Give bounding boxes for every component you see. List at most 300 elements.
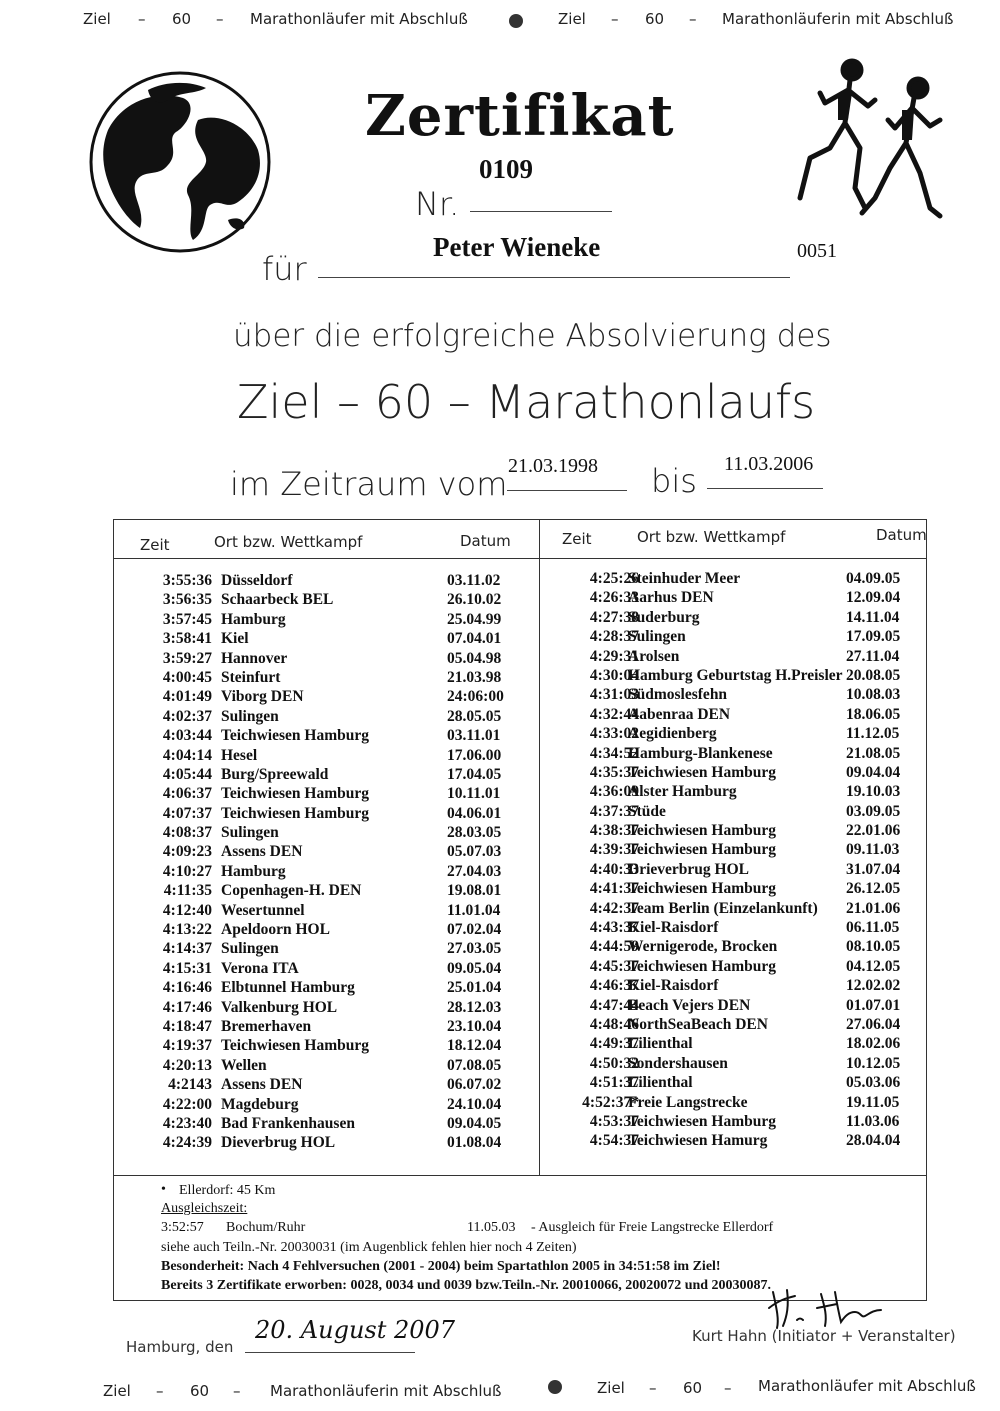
row-date: 18.12.04 — [447, 1037, 502, 1055]
row-place: Hamburg-Blankenese — [628, 744, 773, 762]
row-time: 4:20:13 — [162, 1056, 212, 1074]
table-row — [114, 824, 539, 843]
row-place: Team Berlin (Einzelankunft) — [628, 899, 818, 917]
row-date: 10.08.03 — [846, 686, 901, 704]
row-time: 4:11:35 — [163, 882, 212, 900]
row-place: Düsseldorf — [221, 572, 293, 589]
row-date: 08.10.05 — [846, 938, 901, 956]
table-row — [540, 783, 926, 802]
row-time: 4:28:37 — [589, 628, 639, 646]
row-place: Magdeburg — [221, 1095, 299, 1113]
row-place: Freie Langstrecke — [628, 1093, 748, 1111]
table-row — [114, 960, 539, 979]
row-place: Assens DEN — [221, 843, 303, 861]
row-place: Dieverbrug HOL — [221, 1134, 336, 1152]
row-date: 01.07.01 — [846, 996, 901, 1014]
fuer-label: für — [262, 250, 307, 288]
note-ausgleich-label: Ausgleichszeit: — [161, 1201, 248, 1216]
row-place: Teichwiesen Hamburg — [221, 1037, 369, 1055]
row-time: 4:40:33 — [589, 860, 639, 878]
banner-dash: – — [689, 10, 697, 28]
table-row — [540, 841, 926, 860]
note-bullet: • — [161, 1182, 166, 1197]
place-label: Hamburg, den — [126, 1338, 234, 1356]
row-time: 4:32:44 — [589, 705, 639, 723]
row-place: Teichwiesen Hamburg — [628, 822, 776, 840]
row-place: Teichwiesen Hamburg — [221, 804, 369, 822]
table-row — [540, 570, 926, 589]
row-place: Sulingen — [221, 707, 279, 725]
table-row — [114, 591, 539, 610]
row-time: 4:46:37 — [589, 977, 639, 995]
table-row — [114, 1018, 539, 1037]
runners-icon — [790, 48, 950, 228]
row-date: 24.10.04 — [447, 1095, 502, 1113]
table-row — [114, 805, 539, 824]
banner-dash: – — [156, 1382, 164, 1400]
row-date: 28.12.03 — [447, 998, 502, 1016]
row-date: 05.07.03 — [447, 843, 502, 861]
row-place: Teichwiesen Hamburg — [628, 957, 776, 975]
row-date: 14.11.04 — [846, 608, 900, 626]
row-date: 26.12.05 — [846, 880, 901, 898]
row-place: Teichwiesen Hamburg — [628, 763, 776, 781]
note-special: Besonderheit: Nach 4 Fehlversuchen (2001 - 2004) beim Spartathlon 2005 in 34:51:58 im Ziel! — [161, 1259, 721, 1274]
row-place: Lilienthal — [628, 1035, 693, 1053]
row-date: 27.11.04 — [846, 647, 900, 665]
row-time: 4:12:40 — [162, 901, 212, 919]
row-time: 3:59:27 — [162, 649, 212, 667]
signature-icon — [765, 1282, 895, 1332]
table-row — [540, 822, 926, 841]
table-row — [540, 880, 926, 899]
table-row — [114, 882, 539, 901]
row-place: Südmoslesfehn — [628, 686, 728, 704]
row-place: Aarhus DEN — [628, 589, 714, 607]
table-row — [540, 977, 926, 996]
table-row — [540, 958, 926, 977]
notes-divider — [114, 1175, 926, 1176]
row-place: Hesel — [221, 746, 258, 764]
row-place: Suderburg — [628, 608, 700, 626]
nr-underline — [470, 211, 612, 212]
row-place: Sondershausen — [628, 1054, 728, 1072]
row-place: Drieverbrug HOL — [628, 860, 749, 878]
row-time: 3:57:45 — [162, 610, 212, 628]
table-row — [114, 1037, 539, 1056]
row-date: 20.08.05 — [846, 666, 901, 684]
banner-dash: – — [649, 1379, 657, 1397]
table-row — [114, 1096, 539, 1115]
header-time: Zeit — [140, 536, 170, 554]
table-row — [540, 1094, 926, 1113]
row-date: 24:06:00 — [447, 688, 504, 706]
row-date: 03.09.05 — [846, 802, 901, 820]
row-place: Elbtunnel Hamburg — [221, 979, 355, 997]
table-row — [540, 938, 926, 957]
row-time: 4:04:14 — [162, 746, 212, 764]
row-date: 18.02.06 — [846, 1035, 901, 1053]
row-date: 09.04.04 — [846, 763, 901, 781]
row-date: 17.09.05 — [846, 628, 901, 646]
participant-number: 0051 — [797, 240, 837, 262]
row-date: 28.03.05 — [447, 824, 502, 842]
row-date: 31.07.04 — [846, 860, 901, 878]
row-place: NorthSeaBeach DEN — [628, 1015, 768, 1033]
row-date: 19.08.01 — [447, 882, 502, 900]
row-place: Apeldoorn HOL — [221, 921, 330, 939]
row-place: Teichwiesen Hamburg — [221, 785, 369, 803]
row-place: Hannover — [221, 649, 288, 667]
row-time: 4:00:45 — [162, 668, 212, 686]
table-row — [114, 688, 539, 707]
bullet-dot-icon — [548, 1380, 562, 1394]
row-time: 4:35:37 — [589, 763, 639, 781]
banner-word: Ziel — [103, 1382, 131, 1400]
row-time: 4:09:23 — [162, 843, 212, 861]
table-row — [540, 1055, 926, 1074]
row-place: Wernigerode, Brocken — [628, 938, 778, 956]
row-date: 17.06.00 — [447, 746, 502, 764]
row-date: 17.04.05 — [447, 765, 502, 783]
row-time: 4:30:04 — [589, 666, 639, 684]
table-row — [114, 843, 539, 862]
row-time: 4:34:52 — [589, 744, 639, 762]
intro-line: über die erfolgreiche Absolvierung des — [233, 318, 832, 354]
table-row — [540, 861, 926, 880]
row-time: 4:53:37 — [589, 1112, 639, 1130]
row-time: 4:03:44 — [162, 727, 212, 745]
banner-number: 60 — [683, 1379, 703, 1397]
row-place: Sulingen — [221, 824, 279, 842]
table-row — [540, 589, 926, 608]
header-date: Datum — [460, 532, 511, 550]
row-place: Assens DEN — [221, 1076, 303, 1094]
row-date: 21.08.05 — [846, 744, 901, 762]
table-row — [114, 630, 539, 649]
row-time: 4:25:26 — [589, 570, 639, 587]
row-place: Teichwiesen Hamburg — [628, 880, 776, 898]
row-time: 4:13:22 — [162, 921, 212, 939]
certificate-title: Zertifikat — [365, 83, 675, 149]
row-date: 10.11.01 — [447, 785, 501, 803]
row-date: 19.11.05 — [846, 1093, 900, 1111]
row-place: Aegidienberg — [628, 725, 717, 743]
row-place: Beach Vejers DEN — [628, 996, 751, 1014]
bullet-dot-icon — [509, 14, 523, 28]
row-date: 04.06.01 — [447, 804, 502, 822]
signer-label: Kurt Hahn (Initiator + Veranstalter) — [692, 1327, 956, 1345]
marathon-table — [113, 519, 927, 1301]
table-row — [540, 900, 926, 919]
row-place: Hamburg Geburtstag H.Preisler — [628, 666, 843, 684]
table-row — [540, 706, 926, 725]
table-row — [540, 609, 926, 628]
row-date: 25.01.04 — [447, 979, 502, 997]
row-place: Copenhagen-H. DEN — [221, 882, 362, 900]
table-row — [114, 572, 539, 591]
row-time: 4:26:33 — [589, 589, 639, 607]
row-place: Schaarbeck BEL — [221, 591, 334, 609]
row-date: 09.11.03 — [846, 841, 900, 859]
participant-name: Peter Wieneke — [433, 232, 601, 262]
table-row — [540, 667, 926, 686]
row-date: 05.04.98 — [447, 649, 502, 667]
row-time: 4:47:44 — [589, 996, 639, 1014]
row-date: 04.09.05 — [846, 570, 901, 587]
row-place: Kiel-Raisdorf — [628, 919, 719, 937]
period-label: im Zeitraum vom — [230, 465, 508, 503]
row-date: 27.03.05 — [447, 940, 502, 958]
table-row — [540, 1132, 926, 1151]
row-date: 10.12.05 — [846, 1054, 901, 1072]
row-date: 06.07.02 — [447, 1076, 502, 1094]
row-time: 4:22:00 — [162, 1095, 212, 1113]
row-place: Teichwiesen Hamburg — [221, 727, 369, 745]
row-time: 4:10:27 — [162, 862, 212, 880]
banner-word: Ziel — [597, 1379, 625, 1397]
left-column-rows — [114, 572, 539, 1154]
row-time: 4:31:03 — [589, 686, 639, 704]
table-row — [114, 921, 539, 940]
row-time: 4:02:37 — [162, 707, 212, 725]
table-row — [540, 745, 926, 764]
row-date: 18.06.05 — [846, 705, 901, 723]
row-time: 3:58:41 — [162, 630, 212, 648]
row-place: Steinhuder Meer — [628, 570, 741, 587]
note-ausgleich-place: Bochum/Ruhr — [226, 1220, 306, 1235]
certificate-number: 0109 — [479, 154, 533, 184]
row-place: Arolsen — [628, 647, 680, 665]
note-ausgleich-text: - Ausgleich für Freie Langstrecke Ellerdorf — [531, 1220, 774, 1235]
date-to: 11.03.2006 — [724, 453, 814, 475]
row-date: 12.09.04 — [846, 589, 901, 607]
row-time: 3:55:36 — [162, 572, 212, 589]
row-time: 4:16:46 — [162, 979, 212, 997]
date-to-underline — [707, 488, 823, 489]
table-row — [114, 785, 539, 804]
nr-label: Nr. — [415, 185, 460, 223]
row-date: 12.02.02 — [846, 977, 901, 995]
table-row — [540, 1016, 926, 1035]
row-time: 4:07:37 — [162, 804, 212, 822]
row-place: Verona ITA — [221, 959, 299, 977]
row-date: 27.04.03 — [447, 862, 502, 880]
table-row — [114, 1115, 539, 1134]
handwritten-date: 20. August 2007 — [255, 1316, 456, 1344]
banner-word: Ziel — [558, 10, 586, 28]
name-underline — [318, 277, 790, 278]
table-row — [540, 803, 926, 822]
date-from-underline — [507, 490, 627, 491]
banner-label: Marathonläufer mit Abschluß — [758, 1377, 976, 1395]
row-time: 4:49:37 — [589, 1035, 639, 1053]
row-time: 4:06:37 — [162, 785, 212, 803]
table-row — [540, 1074, 926, 1093]
row-date: 03.11.01 — [447, 727, 501, 745]
table-row — [540, 1035, 926, 1054]
table-row — [114, 1076, 539, 1095]
row-date: 07.04.01 — [447, 630, 502, 648]
row-place: Aabenraa DEN — [628, 705, 731, 723]
row-time: 4:05:44 — [162, 765, 212, 783]
note-ausgleich-date: 11.05.03 — [467, 1220, 516, 1235]
table-row — [114, 727, 539, 746]
row-date: 06.11.05 — [846, 919, 900, 937]
banner-dash: – — [611, 10, 619, 28]
row-date: 21.01.06 — [846, 899, 901, 917]
banner-number: 60 — [190, 1382, 210, 1400]
row-time: 4:43:37 — [589, 919, 639, 937]
table-row — [114, 611, 539, 630]
header-date: Datum — [876, 526, 927, 544]
row-date: 09.05.04 — [447, 959, 502, 977]
row-date: 28.04.04 — [846, 1132, 901, 1150]
table-row — [114, 1134, 539, 1153]
header-time: Zeit — [562, 530, 592, 548]
event-title: Ziel – 60 – Marathonlaufs — [237, 375, 816, 429]
row-time: 4:51:37 — [589, 1074, 639, 1092]
table-row — [540, 725, 926, 744]
row-time: 4:36:09 — [589, 783, 639, 801]
date-from: 21.03.1998 — [508, 455, 598, 477]
row-time: 4:54:37 — [589, 1132, 639, 1150]
row-time: 4:19:37 — [162, 1037, 212, 1055]
table-row — [114, 1057, 539, 1076]
row-date: 07.02.04 — [447, 921, 502, 939]
row-place: Teichwiesen Hamurg — [628, 1132, 768, 1150]
banner-dash: – — [216, 10, 224, 28]
row-date: 01.08.04 — [447, 1134, 502, 1152]
row-time: 4:38:37 — [589, 822, 639, 840]
row-place: Viborg DEN — [221, 688, 304, 706]
row-place: Hamburg — [221, 610, 286, 628]
row-time: 4:14:37 — [162, 940, 212, 958]
row-time: 4:18:47 — [162, 1017, 212, 1035]
row-time: 4:50:32 — [589, 1054, 639, 1072]
table-row — [114, 863, 539, 882]
row-date: 19.10.03 — [846, 783, 901, 801]
bottom-banner — [0, 1376, 1000, 1406]
row-date: 11.12.05 — [846, 725, 900, 743]
row-date: 26.10.02 — [447, 591, 502, 609]
date-underline — [245, 1352, 415, 1353]
table-row — [540, 919, 926, 938]
row-time: 4:15:31 — [162, 959, 212, 977]
row-time: 4:52:37* — [582, 1093, 639, 1111]
row-time: 4:48:46 — [589, 1015, 639, 1033]
globe-icon — [88, 70, 272, 254]
right-column-rows — [540, 570, 926, 1152]
row-date: 28.05.05 — [447, 707, 502, 725]
table-row — [540, 764, 926, 783]
top-banner — [0, 10, 1000, 40]
row-date: 11.01.04 — [447, 901, 501, 919]
row-time: 4:39:37 — [589, 841, 639, 859]
row-date: 22.01.06 — [846, 822, 901, 840]
row-time: 4:42:37 — [589, 899, 639, 917]
banner-label: Marathonläuferin mit Abschluß — [270, 1382, 502, 1400]
row-place: Bremerhaven — [221, 1017, 312, 1035]
row-place: Teichwiesen Hamburg — [628, 1112, 776, 1130]
table-row — [114, 940, 539, 959]
row-place: Valkenburg HOL — [221, 998, 338, 1016]
row-time: 3:56:35 — [162, 591, 212, 609]
row-time: 4:44:59 — [589, 938, 639, 956]
table-row — [114, 766, 539, 785]
row-place: Alster Hamburg — [628, 783, 737, 801]
row-place: Sulingen — [628, 628, 686, 646]
row-place: Teichwiesen Hamburg — [628, 841, 776, 859]
banner-number: 60 — [172, 10, 192, 28]
row-date: 04.12.05 — [846, 957, 901, 975]
row-place: Stüde — [628, 802, 666, 820]
row-date: 11.03.06 — [846, 1112, 900, 1130]
table-row — [114, 747, 539, 766]
banner-dash: – — [233, 1382, 241, 1400]
row-time: 4:29:31 — [589, 647, 639, 665]
note-certificates: Bereits 3 Zertifikate erworben: 0028, 0034 und 0039 bzw.Teiln.-Nr. 20010066, 20020072 und 20030087. — [161, 1278, 772, 1293]
header-divider — [114, 558, 926, 559]
header-place: Ort bzw. Wettkampf — [637, 528, 786, 546]
row-time: 4:41:37 — [589, 880, 639, 898]
row-time: 4:27:38 — [589, 608, 639, 626]
note-ellerdorf: Ellerdorf: 45 Km — [179, 1183, 276, 1198]
row-place: Wesertunnel — [221, 901, 305, 919]
row-time: 4:01:49 — [162, 688, 212, 706]
row-time: 4:37:37 — [589, 802, 639, 820]
note-ausgleich-time: 3:52:57 — [161, 1220, 204, 1235]
table-row — [114, 979, 539, 998]
banner-label: Marathonläufer mit Abschluß — [250, 10, 468, 28]
banner-label: Marathonläuferin mit Abschluß — [722, 10, 954, 28]
table-row — [114, 999, 539, 1018]
table-row — [540, 686, 926, 705]
row-time: 4:2143 — [168, 1076, 212, 1094]
row-time: 4:17:46 — [162, 998, 212, 1016]
row-place: Steinfurt — [221, 668, 281, 686]
row-time: 4:08:37 — [162, 824, 212, 842]
row-time: 4:45:37 — [589, 957, 639, 975]
row-place: Hamburg — [221, 862, 286, 880]
header-place: Ort bzw. Wettkampf — [214, 533, 363, 551]
row-date: 03.11.02 — [447, 572, 501, 589]
row-place: Kiel — [221, 630, 249, 648]
table-row — [540, 628, 926, 647]
row-date: 23.10.04 — [447, 1017, 502, 1035]
row-place: Lilienthal — [628, 1074, 693, 1092]
row-date: 21.03.98 — [447, 668, 502, 686]
table-row — [114, 708, 539, 727]
note-see-also: siehe auch Teiln.-Nr. 20030031 (im Augenblick fehlen hier noch 4 Zeiten) — [161, 1240, 577, 1255]
banner-number: 60 — [645, 10, 665, 28]
bis-label: bis — [651, 462, 697, 500]
row-date: 09.04.05 — [447, 1114, 502, 1132]
banner-dash: – — [724, 1379, 732, 1397]
row-place: Sulingen — [221, 940, 279, 958]
row-date: 27.06.04 — [846, 1015, 901, 1033]
table-row — [540, 648, 926, 667]
table-row — [540, 1113, 926, 1132]
row-time: 4:33:02 — [589, 725, 639, 743]
row-place: Wellen — [221, 1056, 267, 1074]
row-date: 07.08.05 — [447, 1056, 502, 1074]
row-place: Kiel-Raisdorf — [628, 977, 719, 995]
row-place: Burg/Spreewald — [221, 765, 329, 783]
row-place: Bad Frankenhausen — [221, 1114, 355, 1132]
row-time: 4:24:39 — [162, 1134, 212, 1152]
banner-word: Ziel — [83, 10, 111, 28]
